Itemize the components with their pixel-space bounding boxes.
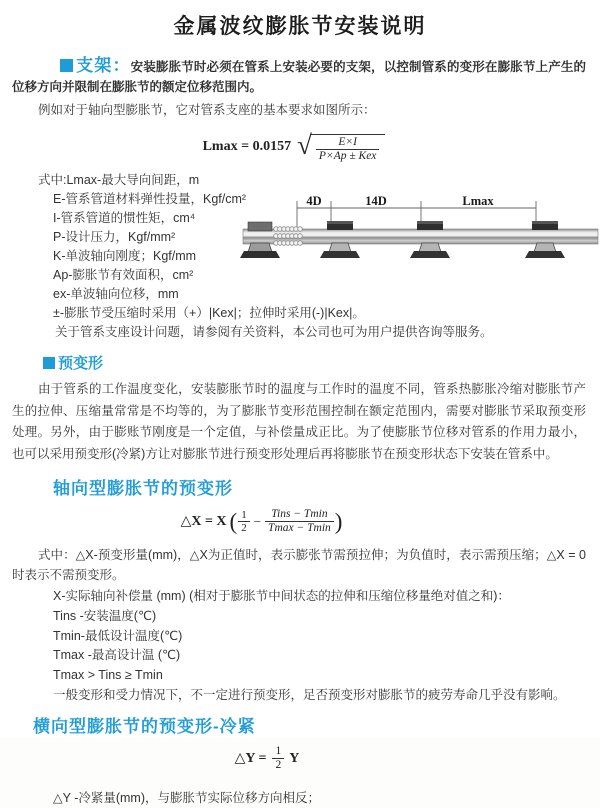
left-paren: (	[229, 508, 238, 534]
dimension-label-4d: 4D	[306, 194, 322, 208]
half-denominator: 2	[272, 758, 284, 772]
lateral-formula-lhs: △Y =	[234, 751, 267, 767]
definition-line: P-设计压力，Kgf/mm²	[53, 230, 176, 244]
section-square-icon	[43, 357, 55, 369]
bellows	[274, 227, 303, 246]
definition-line: E-管系管道材料弹性投量，Kgf/cm²	[53, 192, 247, 206]
one-half-fraction	[238, 509, 250, 534]
note-line: Tins -安装温度(℃)	[53, 608, 157, 623]
right-paren: )	[334, 508, 343, 534]
temp-numerator: Tins − Tmin	[271, 508, 328, 520]
lmax-denominator: P×Ap ± Kex	[316, 149, 380, 163]
one-half-fraction	[272, 745, 284, 772]
preset-heading-label: 预变形	[58, 355, 104, 372]
lateral-note: △Y -冷紧量(mm)，与膨胀节实际位移方向相反；	[53, 791, 321, 806]
definition-line: 关于管系支座设计问题，请参阅有关资料，本公司也可为用户提供咨询等服务。	[55, 325, 493, 339]
axial-preset-formula	[181, 508, 344, 535]
minus-sign: −	[253, 513, 262, 529]
temp-denominator: Tmax − Tmin	[265, 521, 334, 535]
definition-line: K-单波轴向刚度；Kgf/mm	[53, 249, 197, 263]
definition-line: I-管系管道的惯性矩，cm⁴	[53, 211, 196, 225]
temperature-fraction	[265, 508, 334, 535]
lmax-formula	[203, 130, 386, 163]
axial-preset-heading: 轴向型膨胀节的预变形	[53, 479, 233, 498]
note-line: Tmax -最高设计温 (℃)	[53, 648, 181, 663]
lateral-formula-rhs: Y	[289, 750, 300, 766]
axial-formula-lhs: △X = X	[180, 514, 227, 529]
axial-notes-list	[53, 587, 600, 705]
definition-line: ex-单波轴向位移，mm	[53, 287, 179, 301]
lateral-preset-formula	[235, 745, 300, 772]
dimension-label-lmax: Lmax	[462, 194, 494, 208]
axial-note-main: 式中：△X-预变形量(mm)，△X为正值时，表示膨张节需预拉伸；为负值时，表示需预压缩；△X = 0时表示不需预变形。	[12, 548, 586, 582]
note-line: Tmin-最低设计温度(℃)	[53, 628, 183, 643]
sqrt-body	[310, 134, 386, 163]
support-example-text: 例如对于轴向型膨胀节，它对管系支座的基本要求如图所示：	[38, 103, 376, 117]
section-square-icon	[60, 59, 73, 72]
lmax-formula-lhs: Lmax = 0.0157	[202, 138, 292, 154]
dimension-label-14d: 14D	[365, 194, 387, 208]
preset-section-heading	[43, 352, 600, 373]
pipe-support-diagram	[240, 192, 600, 292]
note-line: Tmax > Tins ≥ Tmin	[53, 668, 163, 683]
support-intro-paragraph	[12, 56, 586, 97]
support-heading-label: 支架：	[76, 56, 131, 75]
lateral-preset-heading: 横向型膨胀节的预变形-冷紧	[33, 717, 256, 737]
lmax-fraction	[316, 136, 380, 163]
lmax-numerator: E×I	[338, 136, 357, 148]
definition-line: ±-膨胀节受压缩时采用（+）|Kex|；拉伸时采用(-)|Kex|。	[53, 306, 365, 320]
support-intro-text: 安装膨胀节时必须在管系上安装必要的支架，以控制管系的变形在膨胀节上产生的位移方向并限制在膨胀节的额定位移范围内。	[12, 60, 586, 94]
half-numerator: 1	[241, 509, 247, 521]
half-numerator: 1	[275, 745, 282, 758]
note-line: X-实际轴向补偿量 (mm) (相对于膨胀节中间状态的拉伸和压缩位移量绝对值之和)：	[53, 589, 510, 603]
sqrt-symbol: √	[297, 130, 312, 160]
page-title: 金属波纹膨胀节安装说明	[173, 15, 427, 38]
preset-body-paragraph: 由于管系的工作温度变化，安装膨胀节时的温度与工作时的温度不同，管系热膨胀冷缩对膨胀节产生的拉伸、压缩量常常是不均等的，为了膨胀节变形范围控制在额定范围内，需要对膨胀节采取预变形处理。另外，由于膨账节刚度是一个定值，与补偿量成正比。为了使膨胀节位移对管系的作用力最小，也可以采用预变形(冷紧)方让对膨胀节进行预变形处理后再将膨胀节在预变形状态下安装在管系中。	[12, 382, 586, 461]
sqrt-radical	[297, 130, 385, 163]
half-denominator: 2	[238, 521, 250, 534]
support-section-heading	[60, 56, 131, 75]
definition-line: Ap-膨胀节有效面积，cm²	[53, 268, 194, 282]
note-line: 一般变形和受力情况下，不一定进行预变形，足否预变形对膨胀节的疲劳寿命几乎没有影响。	[53, 687, 566, 702]
definition-line: 式中:Lmax-最大导向间距，m	[38, 173, 200, 187]
